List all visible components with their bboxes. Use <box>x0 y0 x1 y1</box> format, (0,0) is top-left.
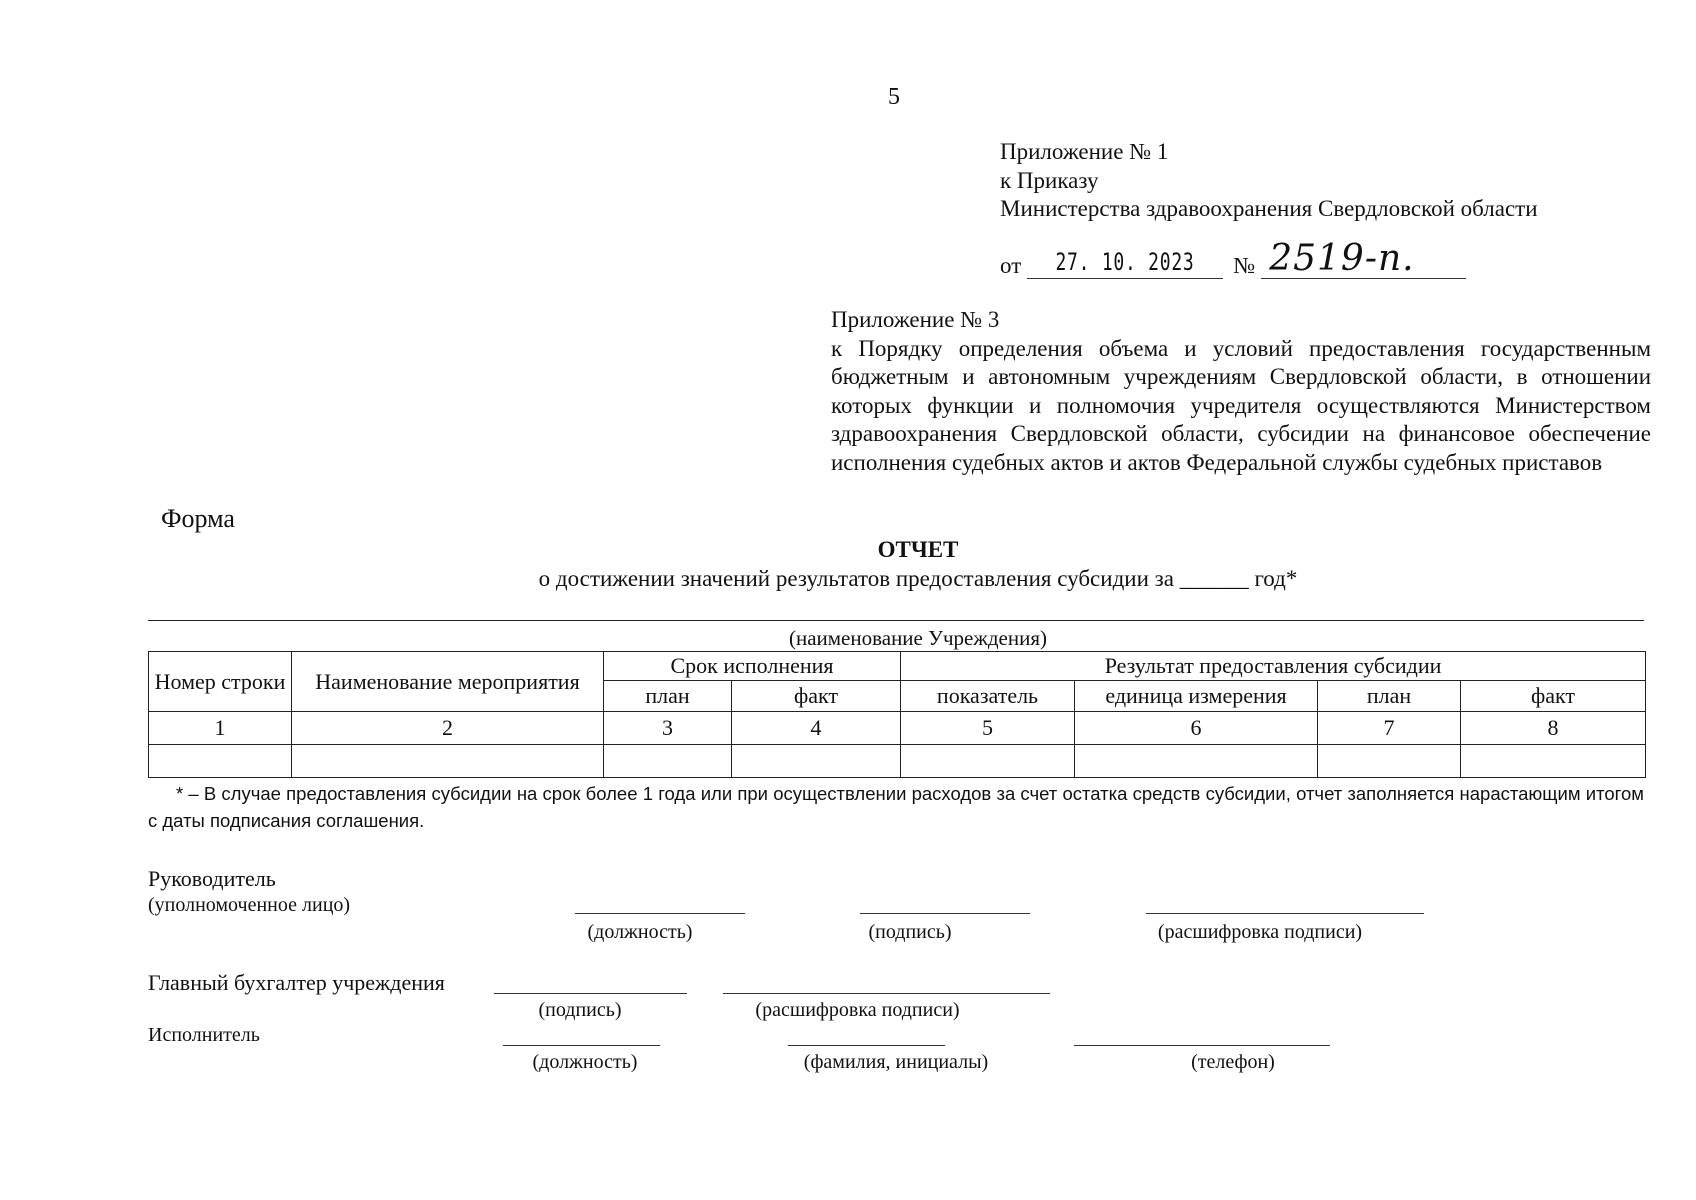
header-indicator: показатель <box>901 681 1075 712</box>
head-label: Руководитель <box>148 866 276 891</box>
empty-cell <box>149 745 292 778</box>
executor-position-caption: (должность) <box>532 1051 638 1073</box>
number-label: № <box>1233 253 1256 278</box>
report-title: ОТЧЕТ <box>877 537 959 562</box>
accountant-signature-caption: (подпись) <box>538 999 622 1021</box>
header-deadline-fact: факт <box>732 681 901 712</box>
appendix-3-header <box>831 306 1651 477</box>
executor-name-caption: (фамилия, инициалы) <box>803 1051 989 1073</box>
accountant-signature-line <box>494 993 687 994</box>
head-signature-line <box>860 913 1030 914</box>
accountant-label: Главный бухгалтер учреждения <box>148 970 445 995</box>
empty-cell <box>1075 745 1318 778</box>
head-signature-caption: (подпись) <box>868 921 952 943</box>
from-label: от <box>1000 253 1022 278</box>
column-numbers-row <box>149 712 1646 745</box>
head-decoding-caption: (расшифровка подписи) <box>1157 921 1363 943</box>
column-number: 6 <box>1075 712 1318 745</box>
appendix-1-order: к Приказу <box>1000 167 1099 193</box>
institution-caption: (наименование Учреждения) <box>788 626 1048 650</box>
institution-name-line <box>148 620 1644 621</box>
empty-cell <box>1461 745 1646 778</box>
empty-cell <box>732 745 901 778</box>
executor-phone-line <box>1074 1045 1330 1046</box>
footnote: * – В случае предоставления субсидии на срок более 1 года или при осуществлении расходов за счет остатка средств субсидии, отчет заполняется нарастающим итогом с даты подписания соглашения. <box>148 783 1644 831</box>
column-number: 3 <box>604 712 732 745</box>
appendix-3-title: Приложение № 3 <box>831 307 1000 332</box>
header-row-number: Номер строки <box>149 652 292 712</box>
order-date: 27. 10. 2023 <box>1055 248 1195 276</box>
appendix-3-body: к Порядку определения объема и условий предоставления государственным бюджетным и автономным учреждениям Свердловской области, в отношении которых функции и полномочия учредителя осуществляются Министерством здравоохранения Свердловской области, субсидии на финансовое обеспечение исполнения судебных актов и актов Федеральной службы судебных приставов <box>831 335 1651 475</box>
column-number: 5 <box>901 712 1075 745</box>
accountant-decoding-line <box>723 993 1050 994</box>
report-table <box>148 651 1646 778</box>
head-decoding-line <box>1146 913 1424 914</box>
empty-cell <box>604 745 732 778</box>
executor-position-line <box>503 1045 660 1046</box>
order-date-number-line <box>1000 238 1466 279</box>
form-label: Форма <box>161 504 235 533</box>
header-result-plan: план <box>1318 681 1461 712</box>
header-deadline-plan: план <box>604 681 732 712</box>
column-number: 4 <box>732 712 901 745</box>
head-position-caption: (должность) <box>587 921 693 943</box>
head-position-line <box>575 913 745 914</box>
header-unit: единица измерения <box>1075 681 1318 712</box>
executor-name-line <box>788 1045 945 1046</box>
accountant-decoding-caption: (расшифровка подписи) <box>755 999 960 1021</box>
head-sublabel: (уполномоченное лицо) <box>148 894 351 916</box>
appendix-1-header <box>1000 138 1538 224</box>
header-result: Результат предоставления субсидии <box>901 652 1646 681</box>
empty-cell <box>292 745 604 778</box>
appendix-1-ministry: Министерства здравоохранения Свердловской области <box>1000 196 1538 221</box>
column-number: 8 <box>1461 712 1646 745</box>
page-number: 5 <box>888 84 900 110</box>
report-subtitle: о достижении значений результатов предоставления субсидии за ______ год* <box>538 566 1298 591</box>
header-result-fact: факт <box>1461 681 1646 712</box>
empty-cell <box>901 745 1075 778</box>
order-date-field <box>1027 248 1223 279</box>
header-activity-name: Наименование мероприятия <box>292 652 604 712</box>
empty-cell <box>1318 745 1461 778</box>
header-deadline: Срок исполнения <box>604 652 901 681</box>
column-number: 2 <box>292 712 604 745</box>
executor-phone-caption: (телефон) <box>1191 1051 1275 1073</box>
order-number: 2519-п. <box>1269 238 1415 279</box>
executor-label: Исполнитель <box>148 1024 260 1046</box>
order-number-field <box>1261 238 1466 279</box>
column-number: 7 <box>1318 712 1461 745</box>
appendix-1-title: Приложение № 1 <box>1000 139 1169 164</box>
empty-data-row <box>149 745 1646 778</box>
column-number: 1 <box>149 712 292 745</box>
